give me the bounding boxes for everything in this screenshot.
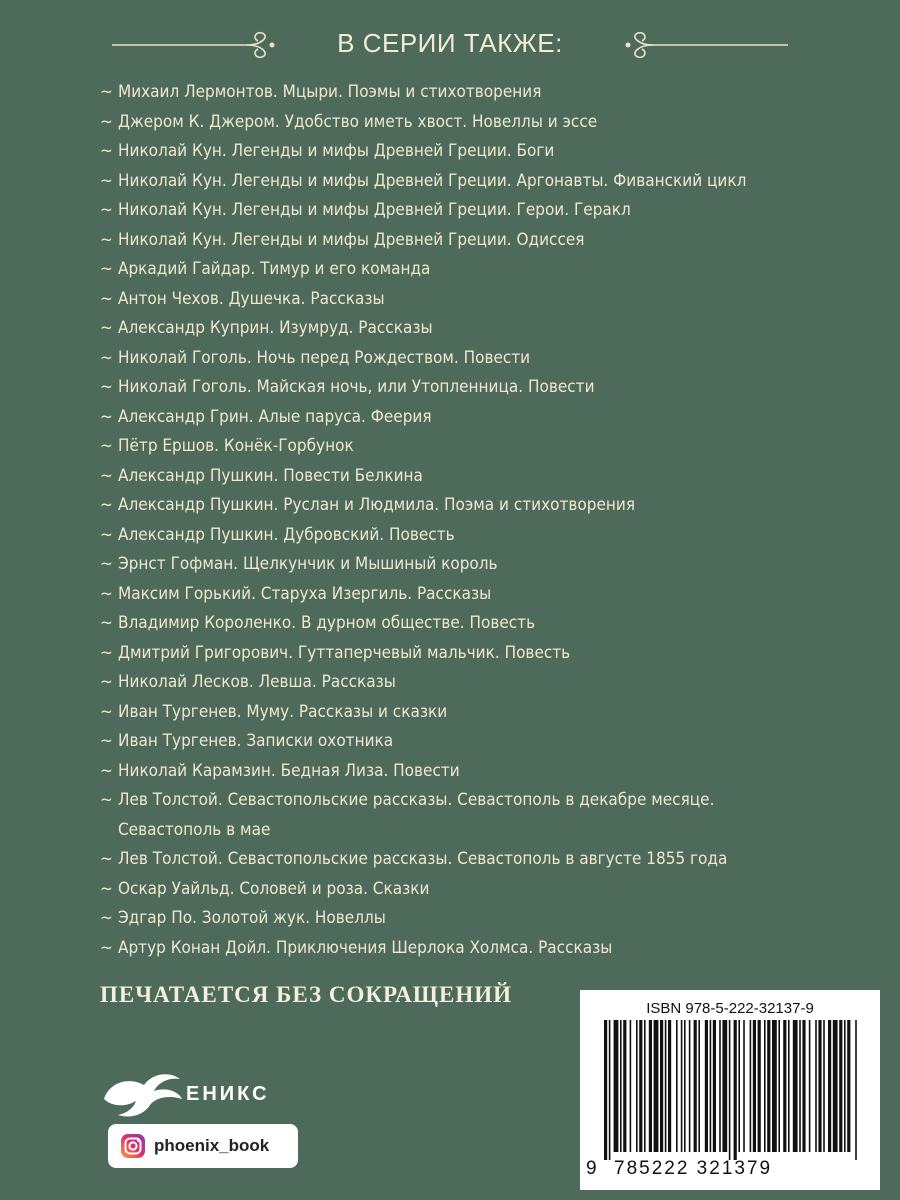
book-title: Аркадий Гайдар. Тимур и его команда: [118, 259, 431, 279]
list-dash: ~: [100, 524, 113, 545]
book-title: Лев Толстой. Севастопольские рассказы. Севастополь в августе 1855 года: [118, 849, 728, 869]
barcode-bar: [713, 1020, 716, 1152]
list-dash: ~: [100, 436, 113, 456]
barcode-bar: [809, 1020, 811, 1152]
barcode-bar: [609, 1020, 611, 1160]
barcode-bar: [639, 1020, 642, 1152]
barcode-bar: [767, 1020, 770, 1152]
barcode-bar: [823, 1020, 825, 1152]
list-item: [100, 875, 840, 905]
book-title: Николай Карамзин. Бедная Лиза. Повести: [118, 760, 460, 781]
barcode-bar: [764, 1020, 766, 1152]
list-item: [100, 255, 840, 285]
list-item: [100, 78, 840, 108]
barcode-bar: [630, 1020, 632, 1152]
book-title: Николай Кун. Легенды и мифы Древней Греции. Аргонавты. Фиванский цикл: [118, 170, 747, 191]
series-title: В СЕРИИ ТАКЖЕ:: [337, 28, 563, 58]
barcode-bar: [722, 1020, 727, 1152]
list-item: [100, 196, 840, 226]
barcode-bar: [743, 1020, 745, 1152]
list-dash: ~: [100, 790, 113, 810]
unabridged-note: ПЕЧАТАЕТСЯ БЕЗ СОКРАЩЕНИЙ: [100, 982, 513, 1007]
list-item: [100, 403, 840, 433]
right-ornament-icon: [618, 30, 788, 60]
book-title: Николай Кун. Легенды и мифы Древней Греции. Боги: [118, 141, 555, 161]
list-dash: ~: [100, 229, 113, 250]
list-item: [100, 934, 840, 964]
list-dash: ~: [100, 406, 113, 427]
list-dash: ~: [100, 760, 113, 781]
phoenix-bird-icon: [100, 1063, 184, 1127]
book-title: Оскар Уайльд. Соловей и роза. Сказки: [118, 878, 430, 899]
list-item: [100, 167, 840, 197]
barcode-bar: [665, 1020, 667, 1152]
list-dash: ~: [100, 111, 113, 132]
barcode-bar: [636, 1020, 638, 1152]
barcode-bar: [772, 1020, 777, 1152]
social-handle: phoenix_book: [154, 1136, 270, 1155]
series-header: [100, 22, 800, 72]
list-item: [100, 757, 840, 787]
barcode-bar: [689, 1020, 691, 1152]
list-item: [100, 639, 840, 669]
book-title: Эдгар По. Золотой жук. Новеллы: [118, 908, 386, 928]
list-item: [100, 462, 840, 492]
instagram-icon: [120, 1133, 146, 1159]
book-title: Джером К. Джером. Удобство иметь хвост. Новеллы и эссе: [118, 111, 598, 132]
list-item: [100, 698, 840, 728]
list-dash: ~: [100, 908, 113, 928]
barcode-bar: [847, 1020, 850, 1152]
book-title: Николай Кун. Легенды и мифы Древней Греции. Герои. Геракл: [118, 200, 631, 220]
publisher-name: ЕНИКС: [186, 1083, 270, 1105]
list-item: [100, 432, 840, 462]
list-dash: ~: [100, 937, 113, 958]
barcode-bar: [828, 1020, 831, 1152]
publisher-logo: [100, 1063, 320, 1127]
list-dash: ~: [100, 141, 113, 161]
list-dash: ~: [100, 318, 113, 338]
barcode-bar: [750, 1020, 752, 1152]
list-dash: ~: [100, 200, 113, 220]
book-title: Михаил Лермонтов. Мцыри. Поэмы и стихотворения: [118, 82, 542, 102]
barcode-bar: [802, 1020, 805, 1152]
barcode-bar: [644, 1020, 646, 1152]
barcode-bar: [604, 1020, 607, 1160]
book-title: Эрнст Гофман. Щелкунчик и Мышиный король: [118, 554, 498, 574]
isbn-label: ISBN 978-5-222-32137-9: [646, 1000, 814, 1017]
list-item: [100, 521, 840, 551]
book-list: [100, 78, 840, 963]
barcode-bar: [753, 1020, 756, 1152]
book-title: Владимир Короленко. В дурном обществе. Повесть: [118, 613, 536, 633]
list-item: [100, 108, 840, 138]
list-dash: ~: [100, 347, 113, 368]
list-dash: ~: [100, 849, 113, 869]
list-item: [100, 786, 840, 845]
list-item: [100, 226, 840, 256]
barcode-bar: [649, 1020, 652, 1152]
list-dash: ~: [100, 731, 113, 751]
barcode-bar: [788, 1020, 790, 1152]
list-item: [100, 668, 840, 698]
barcode-bar: [734, 1020, 737, 1160]
list-item: [100, 727, 840, 757]
barcode-bar: [729, 1020, 731, 1160]
book-title: Иван Тургенев. Записки охотника: [118, 731, 394, 751]
book-title: Николай Лесков. Левша. Рассказы: [118, 672, 396, 692]
list-item: [100, 550, 840, 580]
barcode-bar: [815, 1020, 817, 1152]
book-title: Александр Грин. Алые паруса. Феерия: [118, 406, 432, 427]
barcode-bar: [710, 1020, 712, 1152]
barcode-bar: [758, 1020, 761, 1152]
barcode-digit-groups: 785222 321379: [614, 1158, 773, 1179]
barcode-first-digit: 9: [586, 1158, 597, 1179]
list-item: [100, 137, 840, 167]
list-dash: ~: [100, 878, 113, 899]
social-badge[interactable]: [108, 1124, 298, 1168]
list-dash: ~: [100, 554, 113, 574]
barcode-bar: [844, 1020, 846, 1152]
list-dash: ~: [100, 288, 113, 309]
barcode-bar: [660, 1020, 663, 1152]
barcode-bar: [799, 1020, 801, 1152]
barcode-icon: [600, 1020, 860, 1160]
barcode-bar: [793, 1020, 798, 1152]
list-dash: ~: [100, 377, 113, 397]
list-item: [100, 344, 840, 374]
barcode-panel: [580, 990, 880, 1190]
book-title-continuation: Севастополь в мае: [118, 819, 271, 840]
book-title: Александр Пушкин. Руслан и Людмила. Поэма и стихотворения: [118, 495, 636, 515]
book-title: Лев Толстой. Севастопольские рассказы. Севастополь в декабре месяце.: [118, 790, 715, 810]
list-item: [100, 580, 840, 610]
list-item: [100, 904, 840, 934]
barcode-bar: [698, 1020, 700, 1152]
barcode-bar: [783, 1020, 786, 1152]
barcode-bar: [855, 1020, 857, 1160]
list-dash: ~: [100, 495, 113, 515]
barcode-bar: [694, 1020, 697, 1152]
list-item: [100, 373, 840, 403]
book-title: Александр Пушкин. Дубровский. Повесть: [118, 524, 455, 545]
book-title: Николай Кун. Легенды и мифы Древней Греции. Одиссея: [118, 229, 585, 250]
list-dash: ~: [100, 82, 113, 102]
book-title: Николай Гоголь. Майская ночь, или Утопленница. Повести: [118, 377, 595, 397]
list-dash: ~: [100, 583, 113, 604]
book-title: Александр Пушкин. Повести Белкина: [118, 465, 423, 486]
book-title: Максим Горький. Старуха Изергиль. Рассказы: [118, 583, 492, 604]
barcode-bar: [839, 1020, 842, 1152]
list-dash: ~: [100, 259, 113, 279]
list-dash: ~: [100, 465, 113, 486]
barcode-bar: [705, 1020, 708, 1152]
list-item: [100, 314, 840, 344]
book-title: Николай Гоголь. Ночь перед Рождеством. Повести: [118, 347, 531, 368]
list-item: [100, 845, 840, 875]
list-dash: ~: [100, 642, 113, 663]
book-title: Пётр Ершов. Конёк-Горбунок: [118, 436, 354, 456]
barcode-bar: [623, 1020, 626, 1152]
barcode-bar: [681, 1020, 683, 1152]
book-title: Дмитрий Григорович. Гуттаперчевый мальчик. Повесть: [118, 642, 571, 663]
barcode-bar: [738, 1020, 740, 1152]
barcode-bar: [654, 1020, 659, 1152]
book-title: Александр Куприн. Изумруд. Рассказы: [118, 318, 433, 338]
barcode-bar: [668, 1020, 671, 1152]
list-dash: ~: [100, 170, 113, 191]
book-title: Иван Тургенев. Муму. Рассказы и сказки: [118, 701, 448, 722]
list-dash: ~: [100, 672, 113, 692]
book-title: Артур Конан Дойл. Приключения Шерлока Холмса. Рассказы: [118, 937, 613, 958]
barcode-bar: [620, 1020, 622, 1152]
list-item: [100, 491, 840, 521]
barcode-bar: [719, 1020, 721, 1152]
list-dash: ~: [100, 613, 113, 633]
barcode-bar: [778, 1020, 780, 1152]
barcode-bar: [614, 1020, 619, 1152]
list-item: [100, 285, 840, 315]
book-title: Антон Чехов. Душечка. Рассказы: [118, 288, 385, 309]
list-dash: ~: [100, 701, 113, 722]
barcode-bar: [684, 1020, 686, 1152]
list-item: [100, 609, 840, 639]
barcode-bar: [833, 1020, 838, 1152]
barcode-bar: [818, 1020, 821, 1152]
barcode-bar: [676, 1020, 678, 1152]
